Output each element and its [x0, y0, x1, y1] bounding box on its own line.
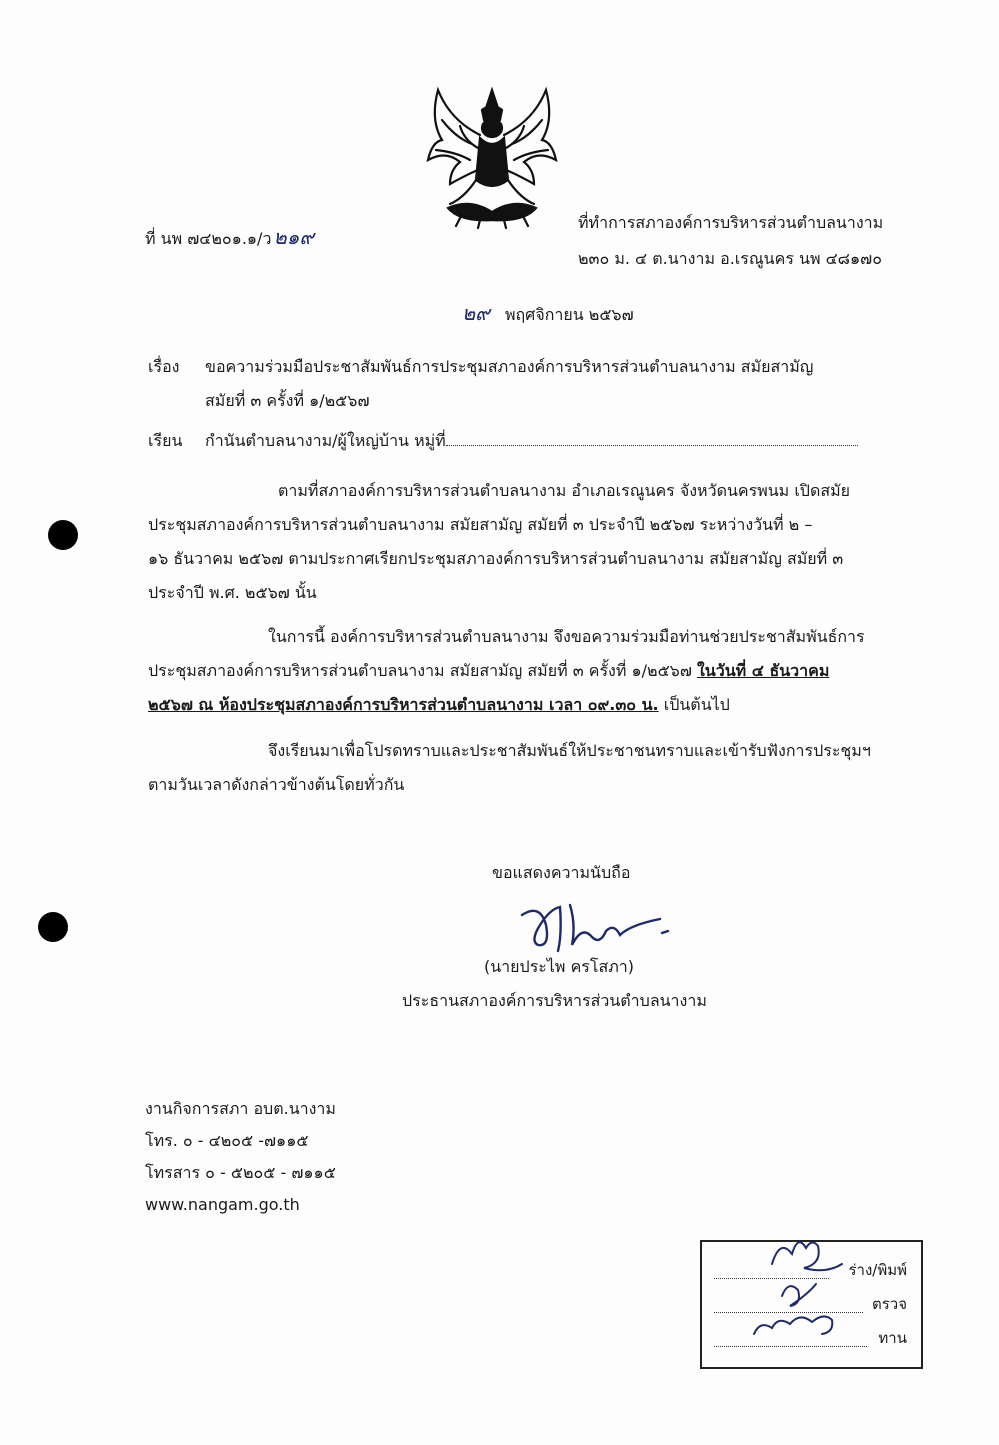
punch-hole-top — [48, 520, 78, 550]
paragraph-1-line-3: ๑๖ ธันวาคม ๒๕๖๗ ตามประกาศเรียกประชุมสภาองค์การบริหารส่วนตำบลนางาม สมัยสามัญ สมัยที่ ๓ — [148, 549, 844, 568]
date-month-year: พฤศจิกายน ๒๕๖๗ — [504, 305, 634, 324]
document-date — [462, 302, 634, 326]
recipient — [205, 430, 858, 452]
footer-website: www.nangam.go.th — [145, 1195, 300, 1214]
date-day-handwritten: ๒๙ — [462, 301, 490, 325]
garuda-emblem — [420, 80, 565, 230]
paragraph-3-line-1: จึงเรียนมาเพื่อโปรดทราบและประชาสัมพันธ์ให้ประชาชนทราบและเข้ารับฟังการประชุมฯ — [268, 741, 871, 760]
paragraph-2-line-3 — [148, 694, 730, 716]
approval-row-label: ร่าง/พิมพ์ — [848, 1261, 907, 1279]
office-address: ๒๓๐ ม. ๔ ต.นางาม อ.เรณูนคร นพ ๔๘๑๗๐ — [578, 249, 882, 268]
recipient-text: กำนันตำบลนางาม/ผู้ใหญ่บ้าน หมู่ที่ — [205, 431, 446, 450]
approval-box — [700, 1240, 923, 1369]
subject-label: เรื่อง — [148, 357, 180, 376]
approval-row-label: ตรวจ — [871, 1295, 907, 1313]
footer-phone: โทร. ๐ - ๔๒๐๕ -๗๑๑๕ — [145, 1131, 309, 1150]
paragraph-2-line-2-plain: ประชุมสภาองค์การบริหารส่วนตำบลนางาม สมัยสามัญ สมัยที่ ๓ ครั้งที่ ๑/๒๕๖๗ — [148, 661, 692, 680]
meeting-date-emphasis: ในวันที่ ๔ ธันวาคม — [696, 661, 830, 680]
recipient-dotted-line — [446, 431, 858, 446]
footer-fax: โทรสาร ๐ - ๕๒๐๕ - ๗๑๑๕ — [145, 1163, 336, 1182]
meeting-venue-time-emphasis: ๒๕๖๗ ณ ห้องประชุมสภาองค์การบริหารส่วนตำบลนางาม เวลา ๐๙.๓๐ น. — [148, 695, 659, 714]
paragraph-3-line-2: ตามวันเวลาดังกล่าวข้างต้นโดยทั่วกัน — [148, 775, 405, 794]
punch-hole-bottom — [38, 912, 68, 942]
approval-row-label: ทาน — [878, 1329, 907, 1347]
paragraph-1-line-1: ตามที่สภาองค์การบริหารส่วนตำบลนางาม อำเภอเรณูนคร จังหวัดนครพนม เปิดสมัย — [278, 481, 851, 500]
signature — [510, 895, 680, 957]
paragraph-1-line-4: ประจำปี พ.ศ. ๒๕๖๗ นั้น — [148, 583, 317, 602]
closing-salutation: ขอแสดงความนับถือ — [492, 863, 631, 882]
recipient-label: เรียน — [148, 431, 183, 450]
paragraph-2-line-3-plain: เป็นต้นไป — [663, 695, 730, 714]
paragraph-2-line-1: ในการนี้ องค์การบริหารส่วนตำบลนางาม จึงขอความร่วมมือท่านช่วยประชาสัมพันธ์การ — [268, 627, 865, 646]
footer-department: งานกิจการสภา อบต.นางาม — [145, 1099, 336, 1118]
subject-line-2: สมัยที่ ๓ ครั้งที่ ๑/๒๕๖๗ — [205, 391, 370, 410]
office-name: ที่ทำการสภาองค์การบริหารส่วนตำบลนางาม — [578, 213, 884, 232]
document-number-handwritten: ๒๑๙ — [273, 225, 314, 249]
document-number-label: ที่ นพ ๗๔๒๐๑.๑/ว — [145, 229, 272, 248]
document-number — [145, 226, 314, 250]
signer-name: (นายประไพ ครโสภา) — [484, 957, 634, 976]
approval-initials — [732, 1224, 872, 1364]
subject-line-1: ขอความร่วมมือประชาสัมพันธ์การประชุมสภาองค์การบริหารส่วนตำบลนางาม สมัยสามัญ — [205, 357, 814, 376]
paragraph-2-line-2 — [148, 660, 829, 682]
paragraph-1-line-2: ประชุมสภาองค์การบริหารส่วนตำบลนางาม สมัยสามัญ สมัยที่ ๓ ประจำปี ๒๕๖๗ ระหว่างวันที่ ๒ – — [148, 515, 813, 534]
signer-position: ประธานสภาองค์การบริหารส่วนตำบลนางาม — [402, 991, 707, 1010]
